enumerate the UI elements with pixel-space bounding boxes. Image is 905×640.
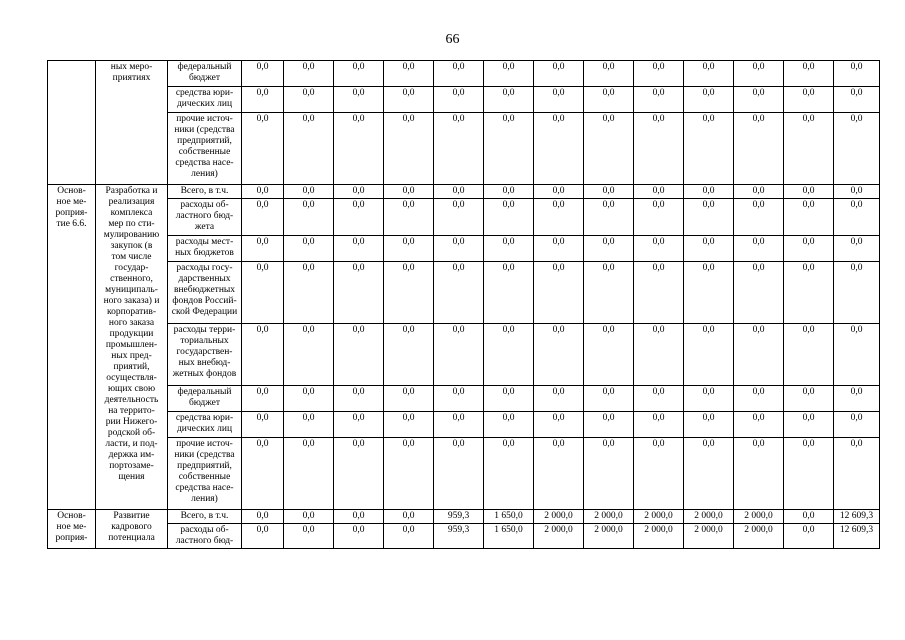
value-cell: 0,0	[534, 87, 584, 113]
value-cell: 0,0	[784, 386, 834, 412]
value-cell: 0,0	[434, 61, 484, 87]
value-cell: 0,0	[284, 199, 334, 236]
value-cell: 0,0	[284, 262, 334, 324]
value-cell: 0,0	[834, 386, 880, 412]
value-cell: 0,0	[634, 61, 684, 87]
table-row	[48, 113, 880, 185]
value-cell: 0,0	[784, 199, 834, 236]
value-cell: 0,0	[334, 236, 384, 262]
value-cell: 2 000,0	[684, 510, 734, 524]
value-cell: 0,0	[684, 262, 734, 324]
value-cell: 0,0	[334, 185, 384, 199]
funding-source-cell: Всего, в т.ч.	[168, 185, 242, 199]
value-cell: 0,0	[434, 185, 484, 199]
value-cell: 0,0	[684, 61, 734, 87]
value-cell: 0,0	[834, 236, 880, 262]
value-cell: 0,0	[684, 199, 734, 236]
value-cell: 0,0	[242, 412, 284, 438]
value-cell: 0,0	[734, 185, 784, 199]
value-cell: 0,0	[334, 87, 384, 113]
value-cell: 0,0	[242, 386, 284, 412]
value-cell: 0,0	[484, 199, 534, 236]
value-cell: 0,0	[242, 262, 284, 324]
value-cell: 0,0	[384, 185, 434, 199]
value-cell: 0,0	[584, 185, 634, 199]
value-cell: 0,0	[384, 412, 434, 438]
value-cell: 0,0	[734, 199, 784, 236]
value-cell: 0,0	[534, 185, 584, 199]
value-cell: 0,0	[284, 61, 334, 87]
value-cell: 0,0	[334, 412, 384, 438]
value-cell: 0,0	[484, 262, 534, 324]
value-cell: 0,0	[734, 236, 784, 262]
value-cell: 0,0	[284, 438, 334, 510]
event-name-cell: Разработка и реализация комплекса мер по сти- мулированию закупок (в том числе государ- ственного, муниципаль- ного заказа) и корпоратив- ного заказа продукции промышлен- ных пред- приятий, осуществля- ющих свою деятельность на террито- рии Нижего- родской об- ласти, и под- держка им- портозаме- щения	[96, 185, 168, 510]
value-cell: 0,0	[284, 185, 334, 199]
value-cell: 2 000,0	[534, 524, 584, 549]
value-cell: 0,0	[384, 262, 434, 324]
value-cell: 0,0	[242, 87, 284, 113]
value-cell: 0,0	[284, 510, 334, 524]
value-cell: 0,0	[734, 61, 784, 87]
value-cell: 0,0	[684, 185, 734, 199]
value-cell: 0,0	[434, 438, 484, 510]
value-cell: 0,0	[784, 510, 834, 524]
value-cell: 0,0	[734, 262, 784, 324]
value-cell: 0,0	[784, 438, 834, 510]
value-cell: 0,0	[434, 199, 484, 236]
table-row	[48, 199, 880, 236]
financing-table	[47, 60, 880, 549]
funding-source-cell: расходы мест- ных бюджетов	[168, 236, 242, 262]
value-cell: 0,0	[534, 412, 584, 438]
value-cell: 0,0	[284, 236, 334, 262]
value-cell: 0,0	[584, 236, 634, 262]
value-cell: 0,0	[384, 510, 434, 524]
value-cell: 0,0	[734, 438, 784, 510]
value-cell: 959,3	[434, 510, 484, 524]
table-row	[48, 236, 880, 262]
value-cell: 0,0	[784, 324, 834, 386]
value-cell: 0,0	[242, 61, 284, 87]
value-cell: 0,0	[334, 61, 384, 87]
value-cell: 0,0	[634, 386, 684, 412]
value-cell: 12 609,3	[834, 524, 880, 549]
value-cell: 0,0	[834, 438, 880, 510]
value-cell: 0,0	[784, 524, 834, 549]
value-cell: 0,0	[534, 324, 584, 386]
value-cell: 0,0	[784, 61, 834, 87]
value-cell: 0,0	[434, 236, 484, 262]
value-cell: 0,0	[384, 324, 434, 386]
value-cell: 1 650,0	[484, 510, 534, 524]
table-row	[48, 524, 880, 549]
value-cell: 0,0	[784, 185, 834, 199]
value-cell: 2 000,0	[634, 510, 684, 524]
value-cell: 0,0	[784, 262, 834, 324]
value-cell: 0,0	[584, 199, 634, 236]
funding-source-cell: расходы терри- ториальных государствен- ных внебюд- жетных фондов	[168, 324, 242, 386]
value-cell: 0,0	[242, 438, 284, 510]
value-cell: 0,0	[334, 524, 384, 549]
event-name-cell: Развитие кадрового потенциала	[96, 510, 168, 549]
value-cell: 0,0	[584, 438, 634, 510]
value-cell: 0,0	[584, 113, 634, 185]
funding-source-cell: средства юри- дических лиц	[168, 412, 242, 438]
value-cell: 0,0	[384, 386, 434, 412]
event-number-cell: Основ- ное ме- роприя- тие 6.6.	[48, 185, 96, 510]
value-cell: 0,0	[334, 262, 384, 324]
table-row	[48, 185, 880, 199]
value-cell: 0,0	[834, 61, 880, 87]
value-cell: 0,0	[634, 113, 684, 185]
value-cell: 2 000,0	[634, 524, 684, 549]
value-cell: 0,0	[534, 61, 584, 87]
value-cell: 0,0	[684, 412, 734, 438]
table-row	[48, 87, 880, 113]
value-cell: 0,0	[734, 386, 784, 412]
value-cell: 0,0	[534, 386, 584, 412]
value-cell: 0,0	[434, 412, 484, 438]
funding-source-cell: средства юри- дических лиц	[168, 87, 242, 113]
value-cell: 0,0	[534, 262, 584, 324]
value-cell: 0,0	[284, 87, 334, 113]
value-cell: 0,0	[484, 412, 534, 438]
value-cell: 0,0	[684, 113, 734, 185]
value-cell: 0,0	[634, 262, 684, 324]
value-cell: 959,3	[434, 524, 484, 549]
value-cell: 0,0	[284, 386, 334, 412]
value-cell: 0,0	[684, 87, 734, 113]
value-cell: 0,0	[584, 61, 634, 87]
value-cell: 0,0	[634, 412, 684, 438]
value-cell: 0,0	[384, 113, 434, 185]
value-cell: 0,0	[242, 324, 284, 386]
table-row	[48, 61, 880, 87]
value-cell: 0,0	[334, 438, 384, 510]
value-cell: 0,0	[434, 262, 484, 324]
value-cell: 0,0	[334, 113, 384, 185]
value-cell: 0,0	[634, 185, 684, 199]
value-cell: 0,0	[242, 113, 284, 185]
value-cell: 1 650,0	[484, 524, 534, 549]
value-cell: 0,0	[834, 87, 880, 113]
event-number-cell: Основ- ное ме- роприя-	[48, 510, 96, 549]
funding-source-cell: расходы об- ластного бюд-	[168, 524, 242, 549]
page-number: 66	[445, 32, 460, 47]
value-cell: 0,0	[834, 412, 880, 438]
value-cell: 0,0	[534, 113, 584, 185]
table-row	[48, 386, 880, 412]
value-cell: 0,0	[684, 236, 734, 262]
value-cell: 0,0	[484, 87, 534, 113]
value-cell: 0,0	[684, 386, 734, 412]
value-cell: 2 000,0	[684, 524, 734, 549]
table-row	[48, 324, 880, 386]
value-cell: 0,0	[242, 510, 284, 524]
value-cell: 2 000,0	[734, 510, 784, 524]
value-cell: 0,0	[384, 87, 434, 113]
table-row	[48, 412, 880, 438]
value-cell: 2 000,0	[584, 510, 634, 524]
value-cell: 0,0	[334, 199, 384, 236]
value-cell: 0,0	[242, 185, 284, 199]
value-cell: 0,0	[784, 87, 834, 113]
value-cell: 0,0	[584, 386, 634, 412]
value-cell: 0,0	[484, 61, 534, 87]
event-number-cell	[48, 61, 96, 185]
value-cell: 0,0	[534, 236, 584, 262]
value-cell: 0,0	[584, 324, 634, 386]
value-cell: 0,0	[584, 412, 634, 438]
value-cell: 0,0	[834, 185, 880, 199]
value-cell: 0,0	[584, 262, 634, 324]
value-cell: 0,0	[484, 386, 534, 412]
value-cell: 0,0	[434, 386, 484, 412]
value-cell: 12 609,3	[834, 510, 880, 524]
value-cell: 0,0	[284, 524, 334, 549]
value-cell: 0,0	[484, 113, 534, 185]
value-cell: 0,0	[384, 199, 434, 236]
value-cell: 0,0	[734, 412, 784, 438]
value-cell: 0,0	[634, 324, 684, 386]
value-cell: 0,0	[484, 438, 534, 510]
value-cell: 0,0	[284, 412, 334, 438]
value-cell: 2 000,0	[584, 524, 634, 549]
funding-source-cell: прочие источ- ники (средства предприятий, собственные средства насе- ления)	[168, 113, 242, 185]
value-cell: 0,0	[334, 510, 384, 524]
value-cell: 0,0	[484, 185, 534, 199]
value-cell: 0,0	[834, 113, 880, 185]
value-cell: 0,0	[384, 61, 434, 87]
funding-source-cell: прочие источ- ники (средства предприятий, собственные средства насе- ления)	[168, 438, 242, 510]
value-cell: 0,0	[434, 324, 484, 386]
value-cell: 0,0	[484, 236, 534, 262]
value-cell: 0,0	[384, 438, 434, 510]
value-cell: 0,0	[634, 87, 684, 113]
value-cell: 0,0	[242, 199, 284, 236]
table-row	[48, 510, 880, 524]
value-cell: 0,0	[784, 113, 834, 185]
value-cell: 0,0	[584, 87, 634, 113]
value-cell: 0,0	[242, 236, 284, 262]
value-cell: 0,0	[634, 236, 684, 262]
value-cell: 0,0	[242, 524, 284, 549]
value-cell: 0,0	[334, 324, 384, 386]
value-cell: 0,0	[534, 199, 584, 236]
value-cell: 0,0	[784, 236, 834, 262]
value-cell: 2 000,0	[734, 524, 784, 549]
funding-source-cell: федеральный бюджет	[168, 386, 242, 412]
funding-source-cell: расходы об- ластного бюд- жета	[168, 199, 242, 236]
value-cell: 0,0	[434, 87, 484, 113]
value-cell: 0,0	[534, 438, 584, 510]
value-cell: 0,0	[834, 199, 880, 236]
table-row	[48, 438, 880, 510]
value-cell: 0,0	[484, 324, 534, 386]
value-cell: 0,0	[834, 324, 880, 386]
value-cell: 0,0	[634, 199, 684, 236]
value-cell: 0,0	[784, 412, 834, 438]
value-cell: 0,0	[734, 87, 784, 113]
value-cell: 0,0	[734, 113, 784, 185]
event-name-cell: ных меро- приятиях	[96, 61, 168, 185]
value-cell: 0,0	[334, 386, 384, 412]
value-cell: 0,0	[284, 113, 334, 185]
value-cell: 0,0	[384, 524, 434, 549]
funding-source-cell: федеральный бюджет	[168, 61, 242, 87]
value-cell: 0,0	[684, 324, 734, 386]
value-cell: 0,0	[634, 438, 684, 510]
value-cell: 0,0	[684, 438, 734, 510]
value-cell: 0,0	[284, 324, 334, 386]
value-cell: 0,0	[434, 113, 484, 185]
value-cell: 0,0	[834, 262, 880, 324]
funding-source-cell: Всего, в т.ч.	[168, 510, 242, 524]
value-cell: 2 000,0	[534, 510, 584, 524]
value-cell: 0,0	[734, 324, 784, 386]
value-cell: 0,0	[384, 236, 434, 262]
table-row	[48, 262, 880, 324]
funding-source-cell: расходы госу- дарственных внебюджетных фондов Россий- ской Федерации	[168, 262, 242, 324]
